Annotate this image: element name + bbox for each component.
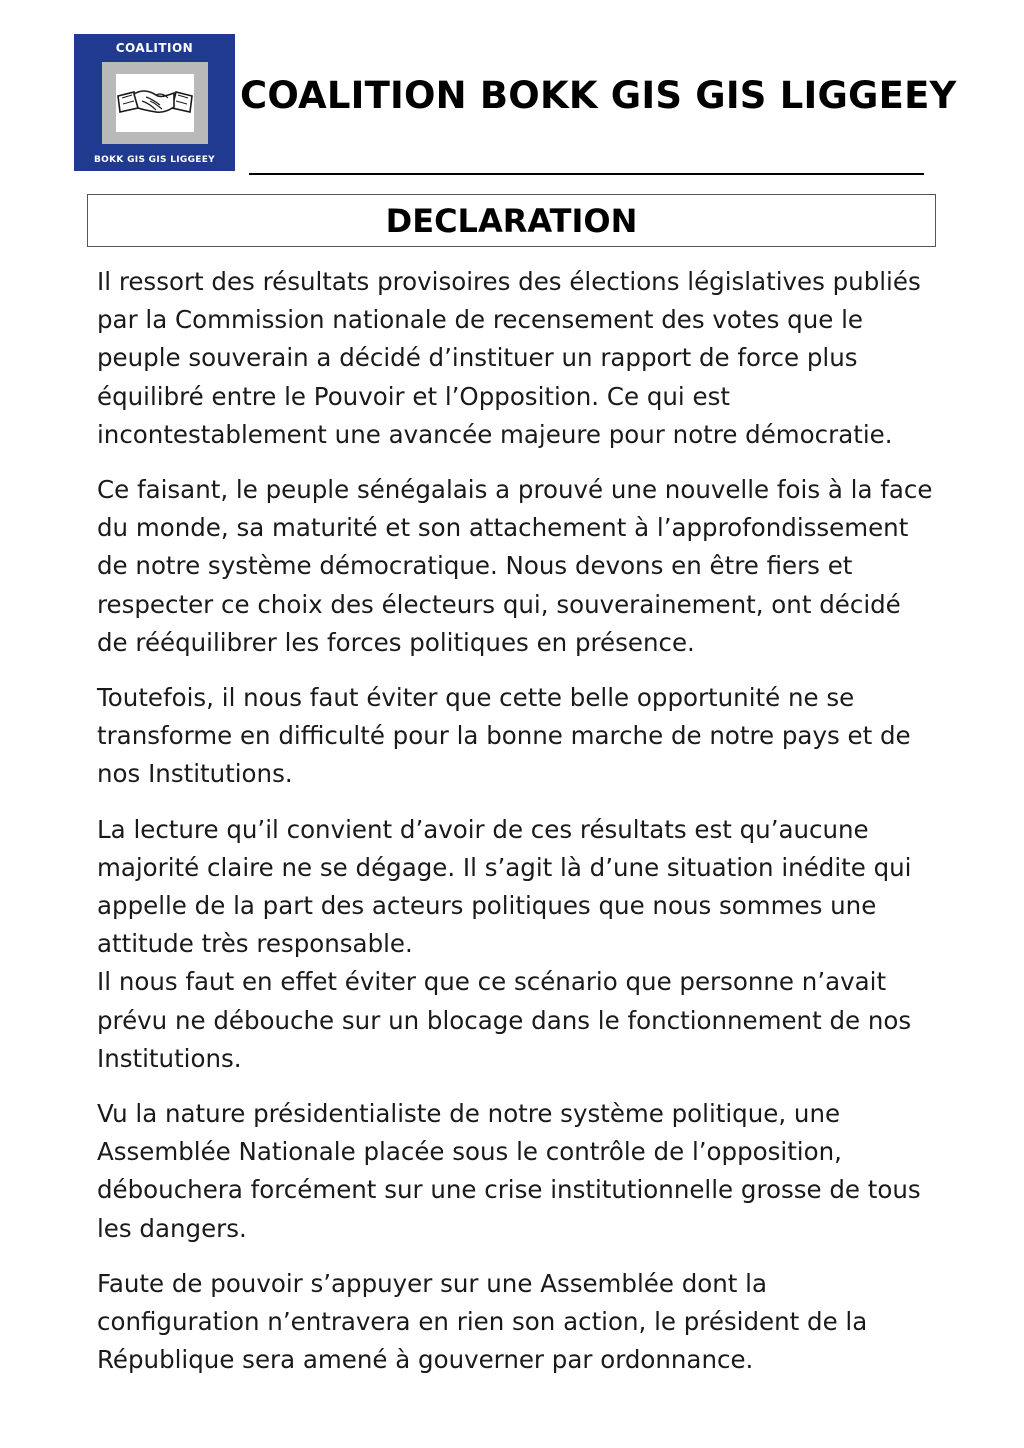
paragraph: Il ressort des résultats provisoires des élections législatives publiés par la Commission nationale de recensement des votes que le peuple souverain a décidé d’instituer un rapport de force plus équilibré entre le Pouvoir et l’Opposition. Ce qui est incontestablement une avancée majeure pour notre démocratie. [97, 267, 921, 449]
paragraph: Ce faisant, le peuple sénégalais a prouvé une nouvelle fois à la face du monde, sa maturité et son attachement à l’approfondissement de notre système démocratique. Nous devons en être fiers et respecter ce choix des électeurs qui, souverainement, ont décidé de rééquilibrer les forces politiques en présence. [97, 475, 933, 657]
handshake-icon [116, 74, 194, 132]
organization-title: COALITION BOKK GIS GIS LIGGEEY [240, 74, 957, 117]
declaration-heading-box [87, 194, 936, 247]
paragraph: Toutefois, il nous faut éviter que cette belle opportunité ne se transforme en difficulté pour la bonne marche de notre pays et de nos Institutions. [97, 683, 911, 789]
logo-bottom-text: BOKK GIS GIS LIGGEEY [94, 155, 215, 165]
logo-inner-panel [116, 74, 194, 132]
paragraph: Faute de pouvoir s’appuyer sur une Assemblée dont la configuration n’entravera en rien son action, le président de la République sera amené à gouverner par ordonnance. [97, 1268, 868, 1375]
declaration-title: DECLARATION [385, 201, 638, 240]
paragraph: La lecture qu’il convient d’avoir de ces résultats est qu’aucune majorité claire ne se dégage. Il s’agit là d’une situation inédite qui appelle de la part des acteurs politiques que nous sommes une attitude très responsable. [97, 814, 912, 959]
header-rule [249, 173, 924, 175]
coalition-logo [74, 34, 235, 171]
logo-top-text: COALITION [115, 41, 194, 55]
paragraph: Il nous faut en effet éviter que ce scénario que personne n’avait prévu ne débouche sur un blocage dans le fonctionnement de nos Institutions. [97, 967, 912, 1073]
logo-frame [102, 62, 208, 144]
paragraph: Vu la nature présidentialiste de notre système politique, une Assemblée Nationale placée sous le contrôle de l’opposition, débouchera forcément sur une crise institutionnelle grosse de tous les dangers. [97, 1099, 921, 1243]
declaration-body [97, 263, 937, 1396]
